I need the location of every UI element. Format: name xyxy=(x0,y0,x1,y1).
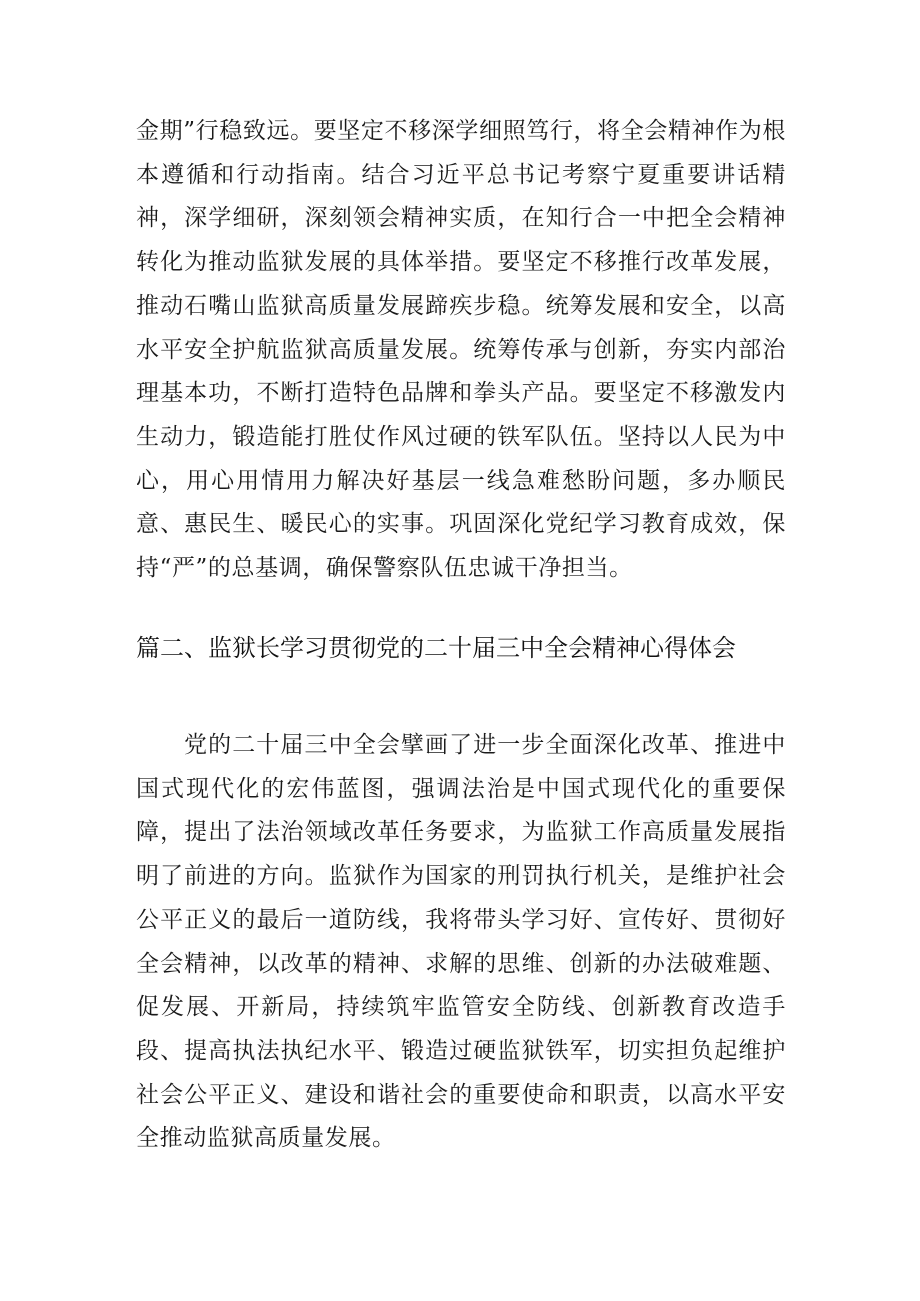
body-paragraph-continued: 金期”行稳致远。要坚定不移深学细照笃行，将全会精神作为根本遵循和行动指南。结合习近平总书记考察宁夏重要讲话精神，深学细研，深刻领会精神实质，在知行合一中把全会精神转化为推动监狱发展的具体举措。要坚定不移推行改革发展，推动石嘴山监狱高质量发展蹄疾步稳。统筹发展和安全，以高水平安全护航监狱高质量发展。统筹传承与创新，夯实内部治理基本功，不断打造特色品牌和拳头产品。要坚定不移激发内生动力，锻造能打胜仗作风过硬的铁军队伍。坚持以人民为中心，用心用情用力解决好基层一线急难愁盼问题，多办顺民意、惠民生、暖民心的实事。巩固深化党纪学习教育成效，保持“严”的总基调，确保警察队伍忠诚干净担当。 xyxy=(136,118,786,582)
section-heading: 篇二、监狱长学习贯彻党的二十届三中全会精神心得体会 xyxy=(136,634,736,662)
body-paragraph: 党的二十届三中全会擘画了进一步全面深化改革、推进中国式现代化的宏伟蓝图，强调法治是中国式现代化的重要保障，提出了法治领域改革任务要求，为监狱工作高质量发展指明了前进的方向。监狱作为国家的刑罚执行机关，是维护社会公平正义的最后一道防线，我将带头学习好、宣传好、贯彻好全会精神，以改革的精神、求解的思维、创新的办法破难题、促发展、开新局，持续筑牢监管安全防线、创新教育改造手段、提高执法执纪水平、锻造过硬监狱铁军，切实担负起维护社会公平正义、建设和谐社会的重要使命和职责，以高水平安全推动监狱高质量发展。 xyxy=(136,732,786,1152)
